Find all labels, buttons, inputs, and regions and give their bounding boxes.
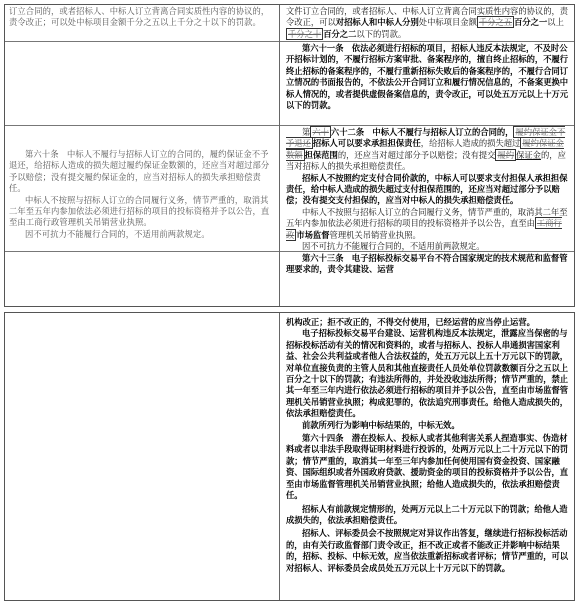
left-article-60-p1: 第六十条 中标人不履行与招标人订立的合同的，履约保证金不予退还，给招标人造成的损失超过履约保证金数额的，还应当对超过部分予以赔偿；没有提交履约保证金的，应当对招标人的损失承担赔偿责任。 [9, 149, 270, 194]
left-cell-2-empty [5, 42, 279, 126]
right-cell-1-inserted-3: 百分之二 [323, 28, 357, 39]
art62-inserted-e: 招标人可以要求承担担保责任 [312, 138, 421, 149]
right-cell-1-inserted: 对招标人和中标人分别 [335, 17, 419, 28]
art62-c: 六十二条 中标人不履行与招标人订立的合同的， [330, 127, 514, 137]
right-cell-1-deleted-2: 千分之十 [288, 28, 322, 39]
right-cell-1-part-f: 以上 [547, 17, 564, 28]
right-cell-1 [280, 5, 574, 42]
left-cell-3 [5, 126, 279, 252]
right-article-63-text: 第六十三条 电子招标投标交易平台不符合国家规定的技术规范和监督管理要求的，责令其建设、运营 [286, 253, 568, 275]
original-text-column-page-2 [5, 313, 280, 600]
page2-para-3: 前款所列行为影响中标结果的，中标无效。 [302, 419, 460, 430]
left-cell-1 [5, 5, 279, 42]
document-page-2 [4, 312, 575, 601]
page2-para-1: 机构改正；拒不改正的，不得交付使用，已经运营的应当停止运营。 [286, 317, 535, 327]
left-cell-4-empty [5, 252, 279, 255]
art62-p3-inserted: 市场监督 [296, 229, 330, 240]
art62-l: 的，应当对招标人的损失承担赔偿责任。 [286, 149, 566, 172]
art62-a: 第 [302, 127, 311, 137]
page2-para-6: 招标人、评标委员会不按照规定对异议作出答复，继续进行招标投标活动的，由有关行政监督部门责令改正，拒不改正或者不能改正并影响中标结果的，招标、投标、中标无效，应当依法重新招标或者评标；情节严重的，可以对招标人、评标委员会成员处五万元以上十万元以下的罚款。 [286, 528, 569, 573]
right-article-62-p3 [286, 207, 570, 241]
art62-p3-text: 中标人不按照与招标人订立的合同履行义务，情节严重的，取消其二年至五年内参加依法必须进行招标的项目的投标资格并予以公告，直至由 [286, 206, 568, 229]
art62-deleted-number: 六十 [312, 127, 329, 137]
right-article-61-text: 第六十一条 依法必须进行招标的项目，招标人违反本法规定，不及时公开招标计划的，不履行招标方案审批、备案程序的，擅自终止招标的，不履行终止招标的备案程序的，不履行重新招标失败后的备案程序的，不履行合同订立情况的书面报告的，不依法公开合同订立和履行情况信息的，不备案更换中标人情况的，或者提供虚假备案信息的，责令改正，可以处五万元以上十万元以下的罚款。 [286, 43, 569, 111]
art62-deleted-j: 履约 [497, 149, 515, 160]
right-article-62 [280, 126, 574, 252]
left-article-60-p2: 中标人不按照与招标人订立的合同履行义务，情节严重的，取消其二年至五年内参加依法必须进行招标的项目的投标资格并予以公告，直至由工商行政管理机关吊销营业执照。 [9, 194, 270, 228]
original-text-column [5, 5, 280, 306]
page2-para-5: 招标人有前款规定情形的，处两万元以上二十万元以下的罚款；给他人造成损失的，依法承担赔偿责任。 [286, 503, 568, 525]
right-article-62-p2: 招标人不按照约定支付合同价款的，中标人可以要求支付担保人承担担保责任，给中标人造成的损失超过支付担保范围的，还应当对超过部分予以赔偿；没有提交支付担保的，应当对中标人的损失承担赔偿责任。 [286, 172, 568, 206]
art62-k: 保证金 [516, 149, 541, 160]
right-article-63-continued [280, 313, 574, 576]
revised-text-column-page-2 [280, 313, 574, 600]
art62-deleted-d: 履约保证金不予退还 [286, 127, 566, 149]
page2-article-64: 第六十四条 潜在投标人、投标人或者其他利害关系人捏造事实、伪造材料或者以非法手段取得证明材料进行投诉的，处两万元以上二十万元以下的罚款；情节严重的，取消其一年至三年内参加任何使用国有资金投资、国家融资、国际组织或者外国政府贷款、援助资金的项目的投标资格并予以公告，直至由市场监督管理机关吊销营业执照；给他人造成损失的，依法承担赔偿责任。 [286, 433, 569, 501]
art62-i: 的，还应当对超过部分予以赔偿；没有提交 [337, 149, 496, 160]
right-cell-1-deleted-1: 千分之五 [478, 17, 513, 28]
revised-text-column [280, 5, 574, 306]
right-cell-1-part-c: 处中标项目金额 [418, 17, 477, 28]
page2-para-2: 电子招标投标交易平台建设、运营机构违反本法规定，泄露应当保密的与招标投标活动有关的情况和资料的，或者与招标人、投标人串通损害国家利益、社会公共利益或者他人合法权益的，处五万元以上五十万元以下的罚款，对单位直接负责的主管人员和其他直接责任人员处单位罚款数额百分之五以上百分之十以下的罚款；有违法所得的，并处没收违法所得；情节严重的，禁止其一年至三年内进行依法必须进行招标的项目并予以公告，直至由市场监督管理机关吊销营业执照；构成犯罪的，依法追究刑事责任。给他人造成损失的，依法承担赔偿责任。 [286, 328, 569, 419]
right-article-62-p1 [286, 127, 570, 173]
right-article-61 [280, 42, 574, 126]
right-article-62-p4: 因不可抗力不能履行合同的，不适用前两款规定。 [302, 241, 485, 252]
right-cell-1-part-i: 以下的罚款。 [356, 28, 407, 39]
art62-deleted-g: 履约保证金数额 [286, 138, 564, 160]
art62-inserted-h: 担保范围 [304, 149, 338, 160]
right-cell-1-inserted-2: 百分之一 [514, 17, 548, 28]
left-article-60-p3: 因不可抗力不能履行合同的，不适用前两款规定。 [25, 228, 210, 239]
right-cell-1-part-a: 文件订立合同的，或者招标人、中标人订立背离合同实质性内容的协议的，责令改正，可以 [286, 6, 569, 28]
left-cell-1-text: 订立合同的，或者招标人、中标人订立背离合同实质性内容的协议的，责令改正；可以处中标项目金额千分之五以上千分之十以下的罚款。 [9, 6, 270, 28]
document-page-1 [4, 4, 575, 307]
art62-p3-deleted: 工商行政 [286, 218, 562, 240]
right-cell-1-text [286, 6, 570, 40]
right-article-63 [280, 252, 574, 278]
art62-p3-end: 管理机关吊销营业执照。 [329, 229, 421, 240]
art62-f: ，给招标人造成的损失超过 [420, 138, 521, 149]
